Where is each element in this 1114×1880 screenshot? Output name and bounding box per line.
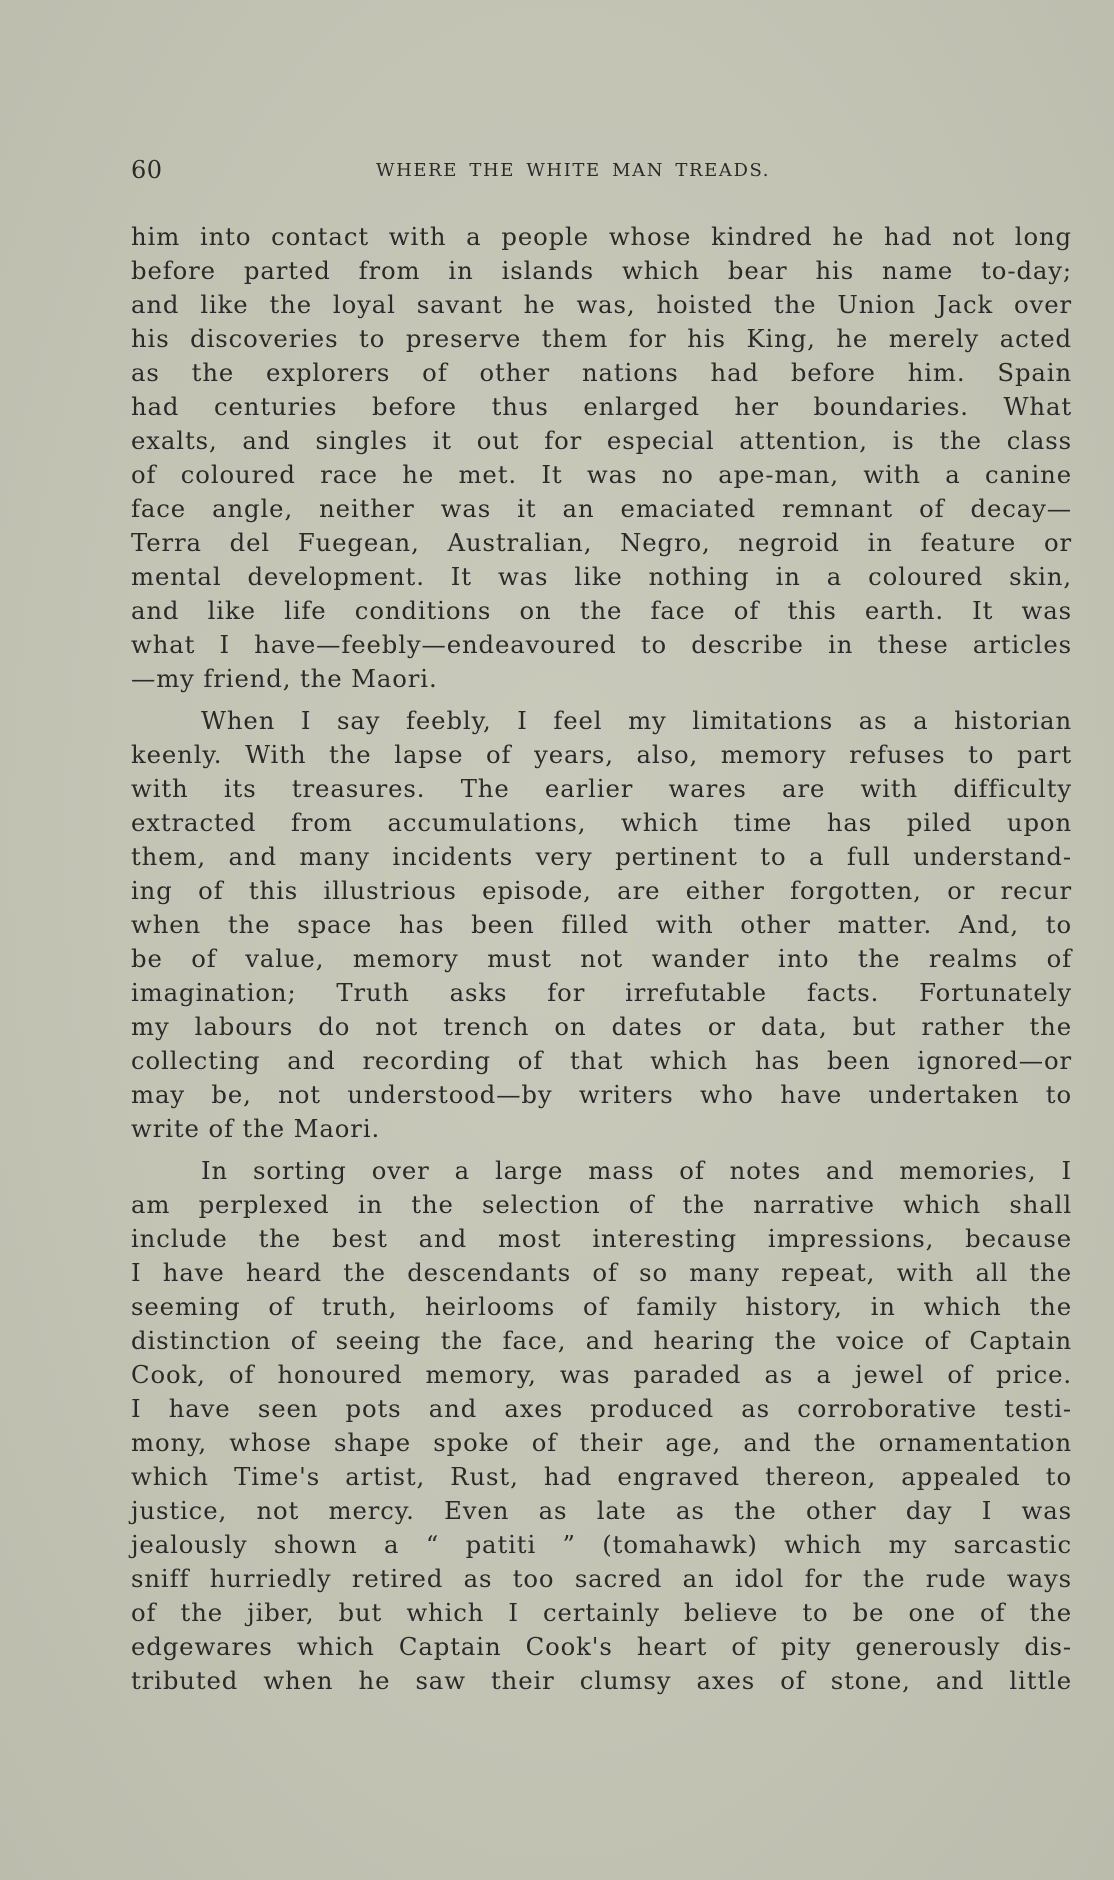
text-line: ing of this illustrious episode, are either forgotten, or recur xyxy=(131,876,1072,905)
text-line: of coloured race he met. It was no ape-man, with a canine xyxy=(131,460,1072,489)
text-line: may be, not understood—by writers who have undertaken to xyxy=(131,1080,1072,1109)
text-line: I have heard the descendants of so many repeat, with all the xyxy=(131,1258,1072,1287)
text-line: collecting and recording of that which has been ignored—or xyxy=(131,1046,1072,1075)
paragraph-1 xyxy=(131,220,1072,696)
text-line: before parted from in islands which bear his name to-day; xyxy=(131,256,1072,285)
text-line: keenly. With the lapse of years, also, memory refuses to part xyxy=(131,740,1072,769)
text-line: had centuries before thus enlarged her boundaries. What xyxy=(131,392,1072,421)
text-line: edgewares which Captain Cook's heart of pity generously dis- xyxy=(131,1632,1072,1661)
text-line: exalts, and singles it out for especial attention, is the class xyxy=(131,426,1072,455)
text-line: mental development. It was like nothing in a coloured skin, xyxy=(131,562,1072,591)
text-line: Terra del Fuegean, Australian, Negro, negroid in feature or xyxy=(131,528,1072,557)
text-line: him into contact with a people whose kindred he had not long xyxy=(131,222,1072,251)
text-line: —my friend, the Maori. xyxy=(131,664,438,693)
text-line: distinction of seeing the face, and hearing the voice of Captain xyxy=(131,1326,1072,1355)
text-line: seeming of truth, heirlooms of family history, in which the xyxy=(131,1292,1072,1321)
text-line: them, and many incidents very pertinent to a full understand- xyxy=(131,842,1072,871)
text-line: be of value, memory must not wander into the realms of xyxy=(131,944,1072,973)
page-header xyxy=(131,152,1072,188)
text-line: When I say feebly, I feel my limitations as a historian xyxy=(201,706,1072,735)
text-line: his discoveries to preserve them for his King, he merely acted xyxy=(131,324,1072,353)
text-line: and like the loyal savant he was, hoisted the Union Jack over xyxy=(131,290,1072,319)
body-text xyxy=(131,220,1072,1698)
text-line: what I have—feebly—endeavoured to describe in these articles xyxy=(131,630,1072,659)
text-line: of the jiber, but which I certainly believe to be one of the xyxy=(131,1598,1072,1627)
text-line: I have seen pots and axes produced as corroborative testi- xyxy=(131,1394,1072,1423)
text-line: and like life conditions on the face of this earth. It was xyxy=(131,596,1072,625)
text-line: mony, whose shape spoke of their age, and the ornamentation xyxy=(131,1428,1072,1457)
text-line: when the space has been filled with other matter. And, to xyxy=(131,910,1072,939)
text-line: jealously shown a “ patiti ” (tomahawk) which my sarcastic xyxy=(131,1530,1072,1559)
text-line: sniff hurriedly retired as too sacred an idol for the rude ways xyxy=(131,1564,1072,1593)
paragraph-2 xyxy=(131,704,1072,1146)
text-line: extracted from accumulations, which time has piled upon xyxy=(131,808,1072,837)
paragraph-3 xyxy=(131,1154,1072,1698)
text-line: write of the Maori. xyxy=(131,1114,381,1143)
text-line: my labours do not trench on dates or data, but rather the xyxy=(131,1012,1072,1041)
text-line: include the best and most interesting impressions, because xyxy=(131,1224,1072,1253)
text-line: imagination; Truth asks for irrefutable facts. Fortunately xyxy=(131,978,1072,1007)
text-line: face angle, neither was it an emaciated remnant of decay— xyxy=(131,494,1072,523)
text-line: Cook, of honoured memory, was paraded as a jewel of price. xyxy=(131,1360,1072,1389)
text-line: with its treasures. The earlier wares are with difficulty xyxy=(131,774,1072,803)
text-line: In sorting over a large mass of notes and memories, I xyxy=(201,1156,1072,1185)
running-title: WHERE THE WHITE MAN TREADS. xyxy=(376,160,771,181)
text-line: justice, not mercy. Even as late as the other day I was xyxy=(131,1496,1072,1525)
page-number: 60 xyxy=(131,156,163,184)
text-line: which Time's artist, Rust, had engraved thereon, appealed to xyxy=(131,1462,1072,1491)
text-line: as the explorers of other nations had before him. Spain xyxy=(131,358,1072,387)
text-line: am perplexed in the selection of the narrative which shall xyxy=(131,1190,1072,1219)
text-line: tributed when he saw their clumsy axes of stone, and little xyxy=(131,1666,1072,1695)
